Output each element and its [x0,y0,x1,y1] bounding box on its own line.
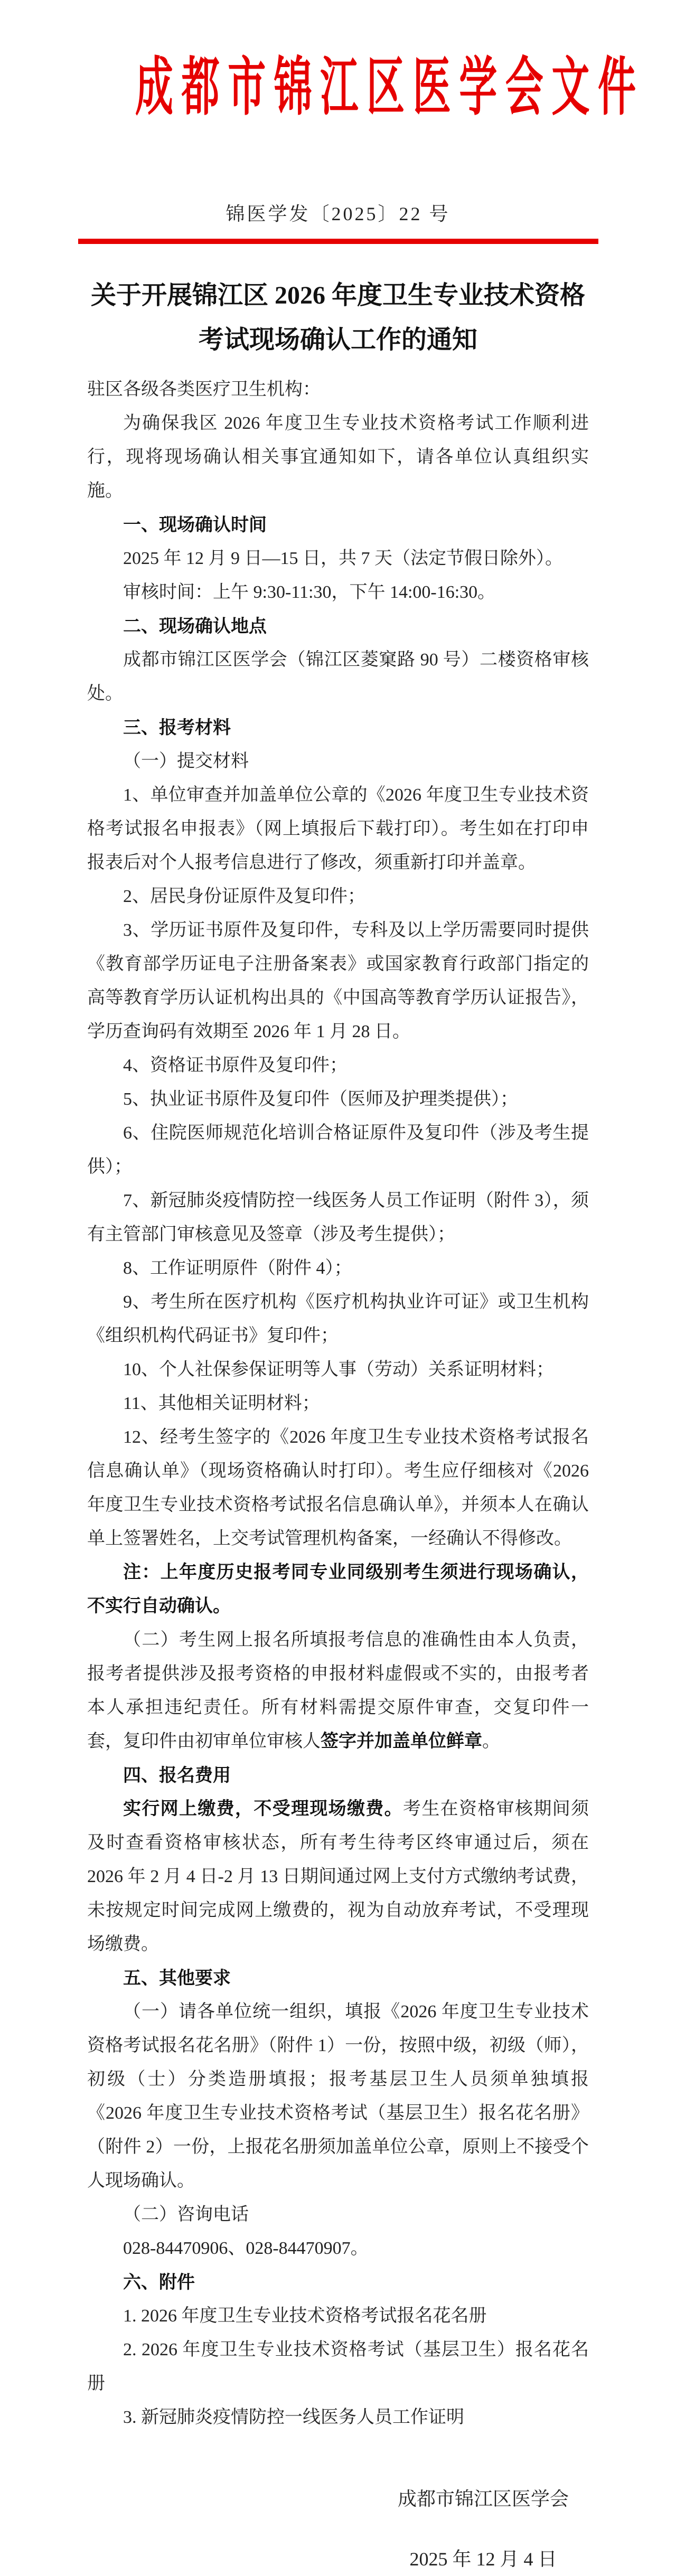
list-item: 9、考生所在医疗机构《医疗机构执业许可证》或卫生机构《组织机构代码证书》复印件； [87,1292,589,1346]
section-heading-3: 三、报考材料 [123,718,231,738]
paragraph: 成都市锦江区医学会（锦江区菱窠路 90 号）二楼资格审核处。 [87,650,589,703]
list-item: 5、执业证书原件及复印件（医师及护理类提供）； [123,1089,518,1109]
paragraph [87,1792,589,1961]
section-heading-1: 一、现场确认时间 [123,515,267,535]
note-paragraph: 注：上年度历史报考同专业同级别考生须进行现场确认，不实行自动确认。 [87,1563,589,1616]
paragraph [87,1623,589,1759]
document-page [0,52,676,2570]
doc-title-line1: 关于开展锦江区 2026 年度卫生专业技术资格 [90,281,585,309]
sub-heading: （一）提交材料 [123,751,249,771]
signature-org: 成都市锦江区医学会 [397,2488,569,2509]
org-title: 成都市锦江区医学会文件 [135,52,644,123]
paragraph-intro: 为确保我区 2026 年度卫生专业技术资格考试工作顺利进行，现将现场确认相关事宜通知如下，请各单位认真组织实施。 [87,413,589,501]
signature-block [372,2482,594,2576]
list-item: 2、居民身份证原件及复印件； [123,887,365,906]
doc-title [0,274,676,362]
attachment-item: 2. 2026 年度卫生专业技术资格考试（基层卫生）报名花名册 [87,2340,589,2393]
sub-heading: （二）咨询电话 [123,2205,249,2224]
paragraph: （一）请各单位统一组织，填报《2026 年度卫生专业技术资格考试报名花名册》（附件 1）一份，按照中级，初级（师），初级（士）分类造册填报；报考基层卫生人员须单独填报《2026 年度卫生专业技术资格考试（基层卫生）报名花名册》（附件 2）一份，上报花名册须加盖单位公章，原则上不接受个人现场确认。 [87,2002,589,2190]
phone-numbers: 028-84470906、028-84470907。 [123,2239,369,2258]
doc-number: 锦医学发〔2025〕22 号 [226,203,450,224]
red-divider [78,239,598,244]
paragraph-segment: 。 [482,1732,500,1751]
paragraph-segment-bold: 签字并加盖单位鲜章 [321,1732,482,1751]
paragraph-segment: 考生在资格审核期间须及时查看资格审核状态，所有考生待考区终审通过后，须在 2026 年 2 月 4 日-2 月 13 日期间通过网上支付方式缴纳考试费，未按规定时间完成网上缴费的，视为自动放弃考试，不受理现场缴费。 [87,1799,589,1954]
signature-date: 2025 年 12 月 4 日 [409,2549,557,2570]
list-item: 1、单位审查并加盖单位公章的《2026 年度卫生专业技术资格考试报名申报表》（网上填报后下载打印）。考生如在打印申报表后对个人报考信息进行了修改，须重新打印并盖章。 [87,785,589,872]
list-item: 10、个人社保参保证明等人事（劳动）关系证明材料； [123,1360,554,1379]
list-item: 8、工作证明原件（附件 4）； [123,1258,352,1278]
list-item: 11、其他相关证明材料； [123,1394,320,1413]
section-heading-6: 六、附件 [123,2272,195,2292]
attachment-item: 3. 新冠肺炎疫情防控一线医务人员工作证明 [123,2408,464,2427]
section-heading-5: 五、其他要求 [123,1968,231,1988]
doc-title-line2: 考试现场确认工作的通知 [198,326,477,354]
list-item: 12、经考生签字的《2026 年度卫生专业技术资格考试报名信息确认单》（现场资格确认时打印）。考生应仔细核对《2026 年度卫生专业技术资格考试报名信息确认单》，并须本人在确认单上签署姓名，上交考试管理机构备案，一经确认不得修改。 [87,1427,589,1548]
paragraph: 审核时间：上午 9:30-11:30，下午 14:00-16:30。 [123,582,496,602]
paragraph: 2025 年 12 月 9 日—15 日，共 7 天（法定节假日除外）。 [123,549,563,568]
attachment-item: 1. 2026 年度卫生专业技术资格考试报名花名册 [123,2306,487,2326]
list-item: 4、资格证书原件及复印件； [123,1056,348,1075]
list-item: 7、新冠肺炎疫情防控一线医务人员工作证明（附件 3），须有主管部门审核意见及签章（涉及考生提供）； [87,1191,589,1244]
paragraph-segment: （二）考生网上报名所填报考信息的准确性由本人负责，报考者提供涉及报考资格的申报材料虚假或不实的，由报考者本人承担违纪责任。所有材料需提交原件审查，交复印件一套，复印件由初审单位审核人 [87,1630,589,1751]
doc-body [87,373,589,2434]
list-item: 3、学历证书原件及复印件，专科及以上学历需要同时提供《教育部学历证电子注册备案表》或国家教育行政部门指定的高等教育学历认证机构出具的《中国高等教育学历认证报告》，学历查询码有效期至 2026 年 1 月 28 日。 [87,920,589,1041]
section-heading-4: 四、报名费用 [123,1765,231,1785]
section-heading-2: 二、现场确认地点 [123,616,267,636]
list-item: 6、住院医师规范化培训合格证原件及复印件（涉及考生提供）； [87,1123,589,1177]
paragraph-segment-bold: 实行网上缴费，不受理现场缴费。 [123,1799,403,1819]
salutation: 驻区各级各类医疗卫生机构： [87,380,321,399]
